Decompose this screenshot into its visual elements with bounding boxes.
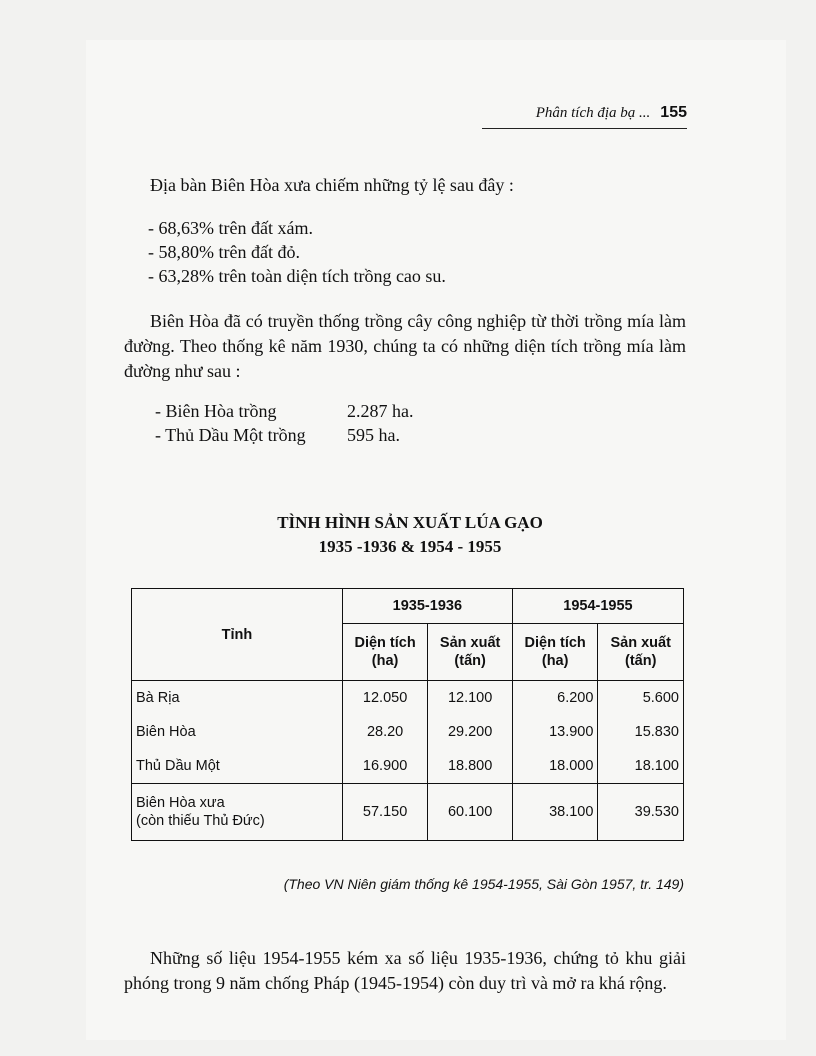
col-header-area: Diện tích (ha): [342, 624, 428, 681]
total-output-1935: 60.100: [428, 784, 513, 841]
sugarcane-list: [155, 399, 414, 447]
area-1935: 12.050: [342, 681, 428, 716]
intro-paragraph: Địa bàn Biên Hòa xưa chiếm những tỷ lệ sau đây :: [150, 175, 514, 195]
table-title-line2: 1935 -1936 & 1954 - 1955: [318, 537, 502, 556]
area-1935: 16.900: [342, 749, 428, 784]
sugarcane-item: [155, 399, 414, 423]
output-1935: 18.800: [428, 749, 513, 784]
output-1954: 18.100: [598, 749, 684, 784]
page-number: 155: [660, 104, 687, 121]
area-1954: 18.000: [512, 749, 598, 784]
total-name-line2: (còn thiếu Thủ Đức): [136, 813, 265, 829]
share-item: - 58,80% trên đất đỏ.: [148, 242, 300, 262]
col-header-area: Diện tích (ha): [512, 624, 598, 681]
sugarcane-area: 595 ha.: [347, 425, 400, 445]
table-row: [132, 681, 684, 716]
total-area-1954: 38.100: [512, 784, 598, 841]
col-header-output: Sản xuất (tấn): [428, 624, 513, 681]
rice-production-table: [131, 588, 684, 841]
province-name: Biên Hòa: [132, 715, 343, 749]
province-name: Thủ Dầu Một: [132, 749, 343, 784]
total-area-1935: 57.150: [342, 784, 428, 841]
share-item: - 63,28% trên toàn diện tích trồng cao su.: [148, 266, 446, 286]
col-header-period2: 1954-1955: [512, 589, 683, 624]
table-source-note: (Theo VN Niên giám thống kê 1954-1955, Sài Gòn 1957, tr. 149): [283, 876, 684, 892]
sugarcane-area: 2.287 ha.: [347, 401, 414, 421]
output-1954: 15.830: [598, 715, 684, 749]
table-total-row: [132, 784, 684, 841]
table-title-line1: TÌNH HÌNH SẢN XUẤT LÚA GẠO: [277, 513, 543, 532]
output-1954: 5.600: [598, 681, 684, 716]
conclusion-paragraph: Những số liệu 1954-1955 kém xa số liệu 1935-1936, chứng tỏ khu giải phóng trong 9 năm chống Pháp (1945-1954) còn duy trì và mở ra khá rộng.: [124, 948, 686, 993]
col-header-province: Tỉnh: [132, 589, 343, 681]
total-name: [132, 784, 343, 841]
total-output-1954: 39.530: [598, 784, 684, 841]
output-1935: 29.200: [428, 715, 513, 749]
area-1954: 6.200: [512, 681, 598, 716]
area-1935: 28.20: [342, 715, 428, 749]
running-header-title: Phân tích địa bạ ...: [535, 105, 651, 121]
running-header: [482, 104, 687, 129]
area-1954: 13.900: [512, 715, 598, 749]
total-name-line1: Biên Hòa xưa: [136, 795, 225, 811]
sugarcane-province: - Thủ Dầu Một trồng: [155, 425, 306, 445]
sugarcane-paragraph: Biên Hòa đã có truyền thống trồng cây công nghiệp từ thời trồng mía làm đường. Theo thống kê năm 1930, chúng ta có những diện tích trồng mía làm đường như sau :: [124, 311, 686, 381]
table-header-row: [132, 589, 684, 624]
col-header-period1: 1935-1936: [342, 589, 512, 624]
col-header-output: Sản xuất (tấn): [598, 624, 684, 681]
share-list: [148, 216, 446, 288]
sugarcane-province: - Biên Hòa trồng: [155, 401, 277, 421]
sugarcane-item: [155, 423, 414, 447]
table-row: [132, 749, 684, 784]
province-name: Bà Rịa: [132, 681, 343, 716]
table-title: [160, 511, 660, 559]
table-row: [132, 715, 684, 749]
share-item: - 68,63% trên đất xám.: [148, 218, 313, 238]
output-1935: 12.100: [428, 681, 513, 716]
